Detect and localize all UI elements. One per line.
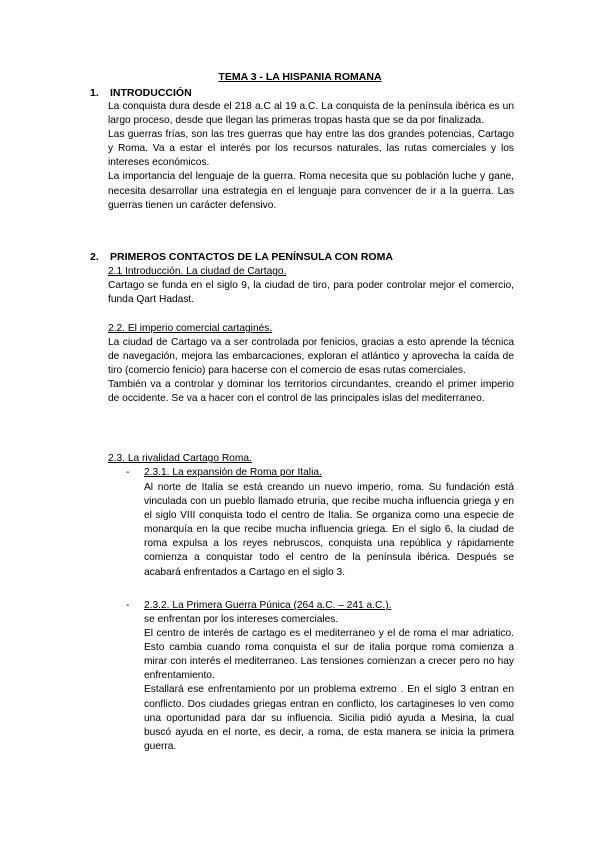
paragraph: Las guerras frías, son las tres guerras que hay entre las dos grandes potencias, Cartago y Roma. Va a estar el interés por los recursos naturales, las rutas comerciales y los intereses económicos. [108, 129, 514, 169]
bullet-dash: - [126, 467, 130, 478]
paragraph: se enfrentan por los intereses comerciales. [144, 614, 339, 625]
section-1-body [108, 100, 514, 213]
section-1-number: 1. [90, 87, 99, 99]
section-1-title: INTRODUCCIÓN [110, 87, 192, 99]
section-1-heading [90, 86, 192, 100]
document-title: TEMA 3 - LA HISPANIA ROMANA [218, 71, 382, 83]
item-2-3-1-heading: 2.3.1. La expansión de Roma por Italia. [144, 467, 322, 478]
paragraph: El centro de interés de cartago es el mediterraneo y el de roma el mar adriatico. Esto cambia cuando roma conquista el sur de italia porque roma comienza a mirar con interés el mediterraneo. Las tensiones comienzan a crecer pero no hay enfrentamiento. [144, 628, 514, 682]
item-2-3-2-body [144, 613, 514, 754]
subsection-2-2-heading: 2.2. El imperio comercial cartaginés. [108, 323, 273, 334]
section-2-number: 2. [90, 251, 99, 263]
bullet-dash: - [126, 600, 130, 611]
paragraph: También va a controlar y dominar los territorios circundantes, creando el primer imperio de occidente. Se va a hacer con el control de las principales islas del mediterraneo. [108, 379, 514, 405]
paragraph: Cartago se funda en el siglo 9, la ciudad de tiro, para poder controlar mejor el comercio, funda Qart Hadast. [108, 280, 514, 306]
item-2-3-2-heading: 2.3.2. La Primera Guerra Púnica (264 a.C. – 241 a.C.). [144, 600, 392, 611]
subsection-2-1-heading: 2.1 Introducción. La ciudad de Cartago. [108, 266, 287, 277]
paragraph: La importancia del lenguaje de la guerra. Roma necesita que su población luche y gane, necesita desarrollar una estrategia en el lenguaje para convencer de ir a la guerra. Las guerras tienen un carácter defensivo. [108, 171, 514, 211]
section-2-heading [90, 250, 393, 264]
paragraph: La ciudad de Cartago va a ser controlada por fenicios, gracias a esto aprende la técnica de navegación, mejora las embarcaciones, exploran el atlántico y aprovecha la caída de tiro (comercio fenicio) para hacerse con el comercio de esas rutas comerciales. [108, 337, 514, 377]
section-2-title: PRIMEROS CONTACTOS DE LA PENÍNSULA CON ROMA [110, 251, 393, 263]
subsection-2-1-body [108, 279, 514, 307]
subsection-2-2-body [108, 336, 514, 406]
paragraph: Al norte de Italia se está creando un nuevo imperio, roma. Su fundación está vinculada con un pueblo llamado etruria, que recibe mucha influencia griega y en el siglo VIII conquista todo el centro de Italia. Se organiza como una especie de monarquía en la que recibe mucha influencia griega. En el siglo 6, la ciudad de roma expulsa a los reyes nebruscos, conquista una república y rápidamente comienza a conquistar todo el centro de la península ibérica. Después se acabará enfrentados a Cartago en el siglo 3. [144, 482, 514, 578]
item-2-3-1-body [144, 481, 514, 580]
subsection-2-3-heading: 2.3. La rivalidad Cartago Roma. [108, 453, 252, 464]
paragraph: La conquista dura desde el 218 a.C al 19 a.C. La conquista de la península ibérica es un largo proceso, desde que llegan las primeras tropas hasta que se da por finalizada. [108, 101, 514, 127]
paragraph: Estallará ese enfrentamiento por un problema extremo . En el siglo 3 entran en conflicto. Dos ciudades griegas entran en conflicto, los cartagineses lo ven como una oportunidad para dar su influencia. Sicilia pidió ayuda a Mesina, la cual buscó ayuda en el norte, es decir, a roma, de esta manera se inicia la primera guerra. [144, 684, 514, 752]
